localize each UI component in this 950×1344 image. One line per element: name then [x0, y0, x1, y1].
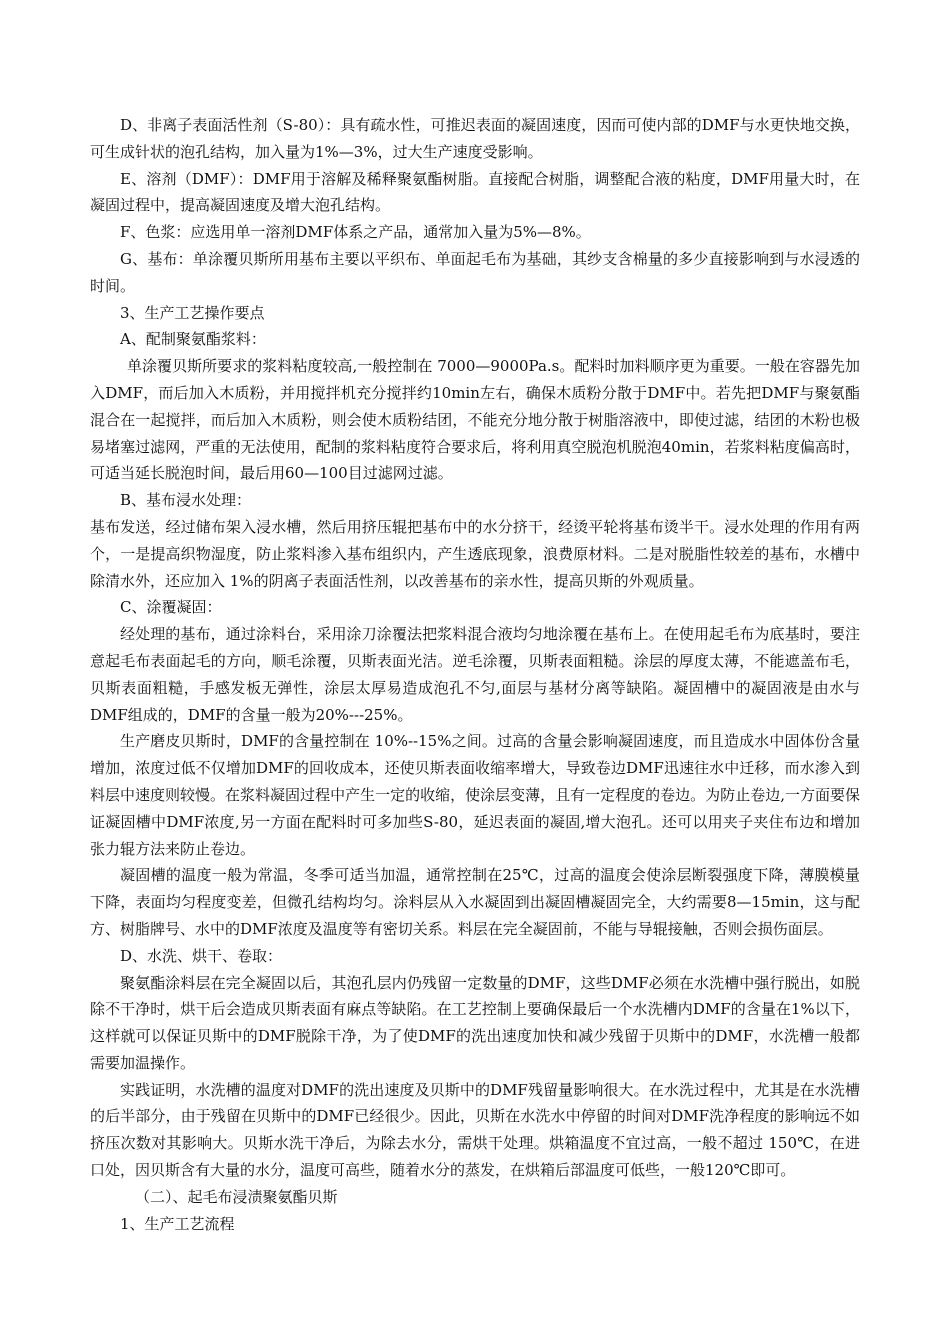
paragraph-washing: 聚氨酯涂料层在完全凝固以后，其泡孔层内仍残留一定数量的DMF，这些DMF必须在水洗槽中强行脱出，如脱除不干净时，烘干后会造成贝斯表面有麻点等缺陷。在工艺控制上要确保最后一个水洗槽内DMF的含量在1%以下，这样就可以保证贝斯中的DMF脱除干净，为了使DMF的洗出速度加快和减少残留于贝斯中的DMF，水洗槽一般都需要加温操作。: [90, 973, 860, 1072]
subheading-washing: D、水洗、烘干、卷取：: [120, 946, 283, 965]
paragraph-surfactant: D、非离子表面活性剂（S-80）：具有疏水性，可推迟表面的凝固速度，因而可使内部的DMF与水更快地交换，可生成针状的泡孔结构，加入量为1%—3%，过大生产速度受影响。: [90, 116, 860, 161]
subheading-coating: C、涂覆凝固：: [120, 598, 222, 617]
subheading-slurry: A、配制聚氨酯浆料：: [120, 330, 266, 349]
paragraph-soaking: 基布发送，经过储布架入浸水槽，然后用挤压辊把基布中的水分挤干，经烫平轮将基布烫半干。浸水处理的作用有两个，一是提高织物湿度，防止浆料渗入基布组织内，产生透底现象，浪费原材料。二是对脱脂性较差的基布，水槽中除清水外，还应加入 1%的阴离子表面活性剂，以改善基布的亲水性，提高贝斯的外观质量。: [90, 517, 860, 590]
paragraph-slurry: 单涂覆贝斯所要求的浆料粘度较高,一般控制在 7000—9000Pa.s。配料时加料顺序更为重要。一般在容器先加入DMF，而后加入木质粉，并用搅拌机充分搅拌约10min左右，确保木质粉分散于DMF中。若先把DMF与聚氨酯混合在一起搅拌，而后加入木质粉，则会使木质粉结团，不能充分地分散于树脂溶液中，即使过滤，结团的木粉也极易堵塞过滤网，严重的无法使用，配制的浆料粘度符合要求后，将利用真空脱泡机脱泡40min，若浆料粘度偏高时，可适当延长脱泡时间，最后用60—100目过滤网过滤。: [90, 357, 860, 483]
paragraph-base-fabric: G、基布：单涂覆贝斯所用基布主要以平织布、单面起毛布为基础，其纱支含棉量的多少直接影响到与水浸透的时间。: [90, 249, 860, 295]
paragraph-temperature: 凝固槽的温度一般为常温，冬季可适当加温，通常控制在25℃，过高的温度会使涂层断裂强度下降，薄膜模量下降，表面均匀程度变差，但微孔结构均匀。涂料层从入水凝固到出凝固槽凝固完全，大约需要8—15min，这与配方、树脂牌号、水中的DMF浓度及温度等有密切关系。料层在完全凝固前，不能与导辊接触，否则会损伤面层。: [90, 866, 860, 938]
paragraph-coating: 经处理的基布，通过涂料台，采用涂刀涂覆法把浆料混合液均匀地涂覆在基布上。在使用起毛布为底基时，要注意起毛布表面起毛的方向，顺毛涂覆，贝斯表面光洁。逆毛涂覆，贝斯表面粗糙。涂层的厚度太薄，不能遮盖布毛，贝斯表面粗糙，手感发板无弹性，涂层太厚易造成泡孔不匀,面层与基材分离等缺陷。凝固槽中的凝固液是由水与DMF组成的，DMF的含量一般为20%---25%。: [90, 625, 860, 724]
paragraph-color-paste: F、色浆：应选用单一溶剂DMF体系之产品，通常加入量为5%—8%。: [120, 223, 591, 242]
section-heading-flow: 1、生产工艺流程: [120, 1214, 235, 1233]
paragraph-dmf-content: 生产磨皮贝斯时，DMF的含量控制在 10%--15%之间。过高的含量会影响凝固速度，而且造成水中固体份含量增加，浓度过低不仅增加DMF的回收成本，还使贝斯表面收缩率增大，导致卷边DMF迅速往水中迁移，而水渗入到料层中速度则较慢。在浆料凝固过程中产生一定的收缩，使涂层变薄，且有一定程度的卷边。为防止卷边,一方面要保证凝固槽中DMF浓度,另一方面在配料时可多加些S-80，延迟表面的凝固,增大泡孔。还可以用夹子夹住布边和增加张力辊方法来防止卷边。: [90, 732, 860, 858]
section-heading-process: 3、生产工艺操作要点: [120, 303, 265, 322]
paragraph-drying: 实践证明，水洗槽的温度对DMF的洗出速度及贝斯中的DMF残留量影响很大。在水洗过程中，尤其是在水洗槽的后半部分，由于残留在贝斯中的DMF已经很少。因此，贝斯在水洗水中停留的时间对DMF洗净程度的影响远不如挤压次数对其影响大。贝斯水洗干净后，为除去水分，需烘干处理。烘箱温度不宜过高，一般不超过 150℃，在进口处，因贝斯含有大量的水分，温度可高些，随着水分的蒸发，在烘箱后部温度可低些，一般120℃即可。: [90, 1080, 860, 1180]
paragraph-solvent: E、溶剂（DMF）：DMF用于溶解及稀释聚氨酯树脂。直接配合树脂，调整配合液的粘度，DMF用量大时，在凝固过程中，提高凝固速度及增大泡孔结构。: [90, 169, 860, 215]
section-heading-impregnation: （二）、起毛布浸渍聚氨酯贝斯: [135, 1187, 338, 1206]
document-page: [90, 112, 860, 1237]
subheading-soaking: B、基布浸水处理：: [120, 491, 252, 510]
